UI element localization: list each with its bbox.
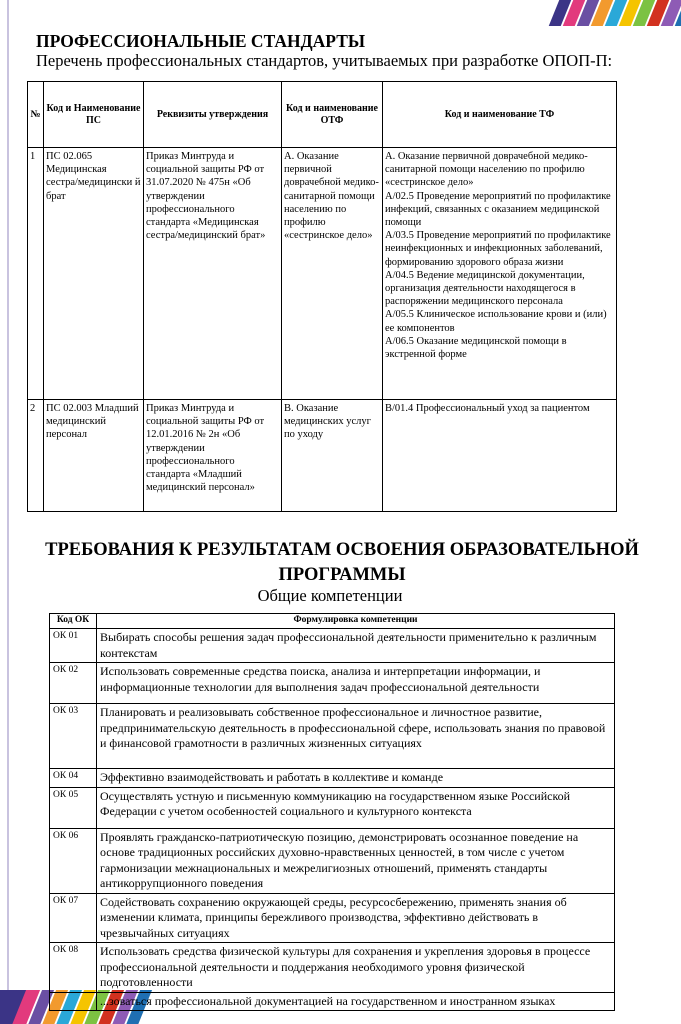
table-row [50, 769, 615, 788]
row-approval: Приказ Минтруда и социальной защиты РФ от 12.01.2016 № 2н «Об утверждении профессионального стандарта «Младший медицинский персонал» [144, 400, 282, 512]
row-otf: В. Оказание медицинских услуг по уходу [282, 400, 383, 512]
section-subtitle-general-competencies: Общие компетенции [257, 586, 403, 605]
header-ps: Код и Наименование ПС [44, 82, 144, 148]
table-row [50, 663, 615, 704]
header-otf: Код и наименование ОТФ [282, 82, 383, 148]
tf-item: А/04.5 Ведение медицинской документации, организация деятельности находящегося в распоряжении медицинского персонала [385, 269, 585, 308]
tf-item: А/05.5 Клиническое использование крови и (или) ее компонентов [385, 309, 607, 334]
table-row [28, 400, 617, 512]
row-otf: А. Оказание первичной доврачебной медико-санитарной помощи населению по профилю «сестринское дело» [282, 148, 383, 400]
section-title-professional-standards: ПРОФЕССИОНАЛЬНЫЕ СТАНДАРТЫ [36, 31, 366, 51]
ok-text: Выбирать способы решения задач профессиональной деятельности применительно к различным контекстам [97, 629, 615, 663]
tf-item: А. Оказание первичной доврачебной медико-санитарной помощи населению по профилю «сестринское дело» [385, 151, 588, 189]
table-header-row [28, 82, 617, 148]
ok-code: ОК 06 [50, 828, 97, 893]
row-tf [383, 400, 617, 512]
table-row [50, 893, 615, 943]
ok-text: Использовать современные средства поиска, анализа и интерпретации информации, и информационные технологии для выполнения задач профессиональной деятельности [97, 663, 615, 704]
header-number: № [28, 82, 44, 148]
table-row [50, 629, 615, 663]
professional-standards-table [27, 81, 617, 512]
ok-code: ОК 07 [50, 893, 97, 943]
row-number: 2 [28, 400, 44, 512]
section-title-requirements: ТРЕБОВАНИЯ К РЕЗУЛЬТАТАМ ОСВОЕНИЯ ОБРАЗОВАТЕЛЬНОЙ ПРОГРАММЫ [45, 540, 639, 585]
ok-code: ОК 08 [50, 943, 97, 993]
ok-text: Осуществлять устную и письменную коммуникацию на государственном языке Российской Федерации с учетом особенностей социального и культурного контекста [97, 787, 615, 828]
ok-text: Планировать и реализовывать собственное профессиональное и личностное развитие, предпринимательскую деятельность в профессиональной сфере, использовать знания по правовой и финансовой грамотности в различных жизненных ситуациях [97, 704, 615, 769]
table-row [28, 148, 617, 400]
tf-item: А/02.5 Проведение мероприятий по профилактике инфекций, связанных с оказанием медицинской помощи [385, 190, 611, 229]
header-code: Код ОК [50, 614, 97, 629]
ok-code: ОК 03 [50, 704, 97, 769]
ok-text: Эффективно взаимодействовать и работать в коллективе и команде [97, 769, 615, 788]
header-approval: Реквизиты утверждения [144, 82, 282, 148]
ok-code [50, 992, 97, 1011]
ok-code: ОК 01 [50, 629, 97, 663]
competencies-table [49, 613, 615, 1011]
row-number: 1 [28, 148, 44, 400]
table-row [50, 704, 615, 769]
row-tf [383, 148, 617, 400]
table-row [50, 787, 615, 828]
ok-code: ОК 02 [50, 663, 97, 704]
row-ps: ПС 02.003 Младший медицинский персонал [44, 400, 144, 512]
tf-item: А/03.5 Проведение мероприятий по профилактике неинфекционных и инфекционных заболеваний, формированию здорового образа жизни [385, 230, 611, 268]
ok-code: ОК 05 [50, 787, 97, 828]
header-formulation: Формулировка компетенции [97, 614, 615, 629]
ok-text: Проявлять гражданско-патриотическую позицию, демонстрировать осознанное поведение на основе традиционных российских духовно-нравственных ценностей, в том числе с учетом гармонизации межнациональных и межрелигиозных отношений, применять стандарты антикоррупционного поведения [97, 828, 615, 893]
tf-item: А/06.5 Оказание медицинской помощи в экстренной форме [385, 335, 567, 361]
table-row [50, 992, 615, 1011]
section-subtitle-standards-list: Перечень профессиональных стандартов, учитываемых при разработке ОПОП-П: [36, 51, 613, 70]
decorative-ribbon-top [546, 0, 681, 26]
row-ps: ПС 02.065 Медицинская сестра/медицински й брат [44, 148, 144, 400]
header-tf: Код и наименование ТФ [383, 82, 617, 148]
tf-item: В/01.4 Профессиональный уход за пациентом [385, 403, 590, 414]
ok-text: Использовать средства физической культуры для сохранения и укрепления здоровья в процессе профессиональной деятельности и поддержания необходимого уровня физической подготовленности [97, 943, 615, 993]
ok-text: ...зоваться профессиональной документацией на государственном и иностранном языках [97, 992, 615, 1011]
ok-text: Содействовать сохранению окружающей среды, ресурсосбережению, применять знания об изменении климата, принципы бережливого производства, эффективно действовать в чрезвычайных ситуациях [97, 893, 615, 943]
table-header-row [50, 614, 615, 629]
left-border-line [7, 0, 9, 1024]
table-row [50, 943, 615, 993]
table-row [50, 828, 615, 893]
ok-code: ОК 04 [50, 769, 97, 788]
row-approval: Приказ Минтруда и социальной защиты РФ от 31.07.2020 № 475н «Об утверждении профессионального стандарта «Медицинская сестра/медицинский брат» [144, 148, 282, 400]
